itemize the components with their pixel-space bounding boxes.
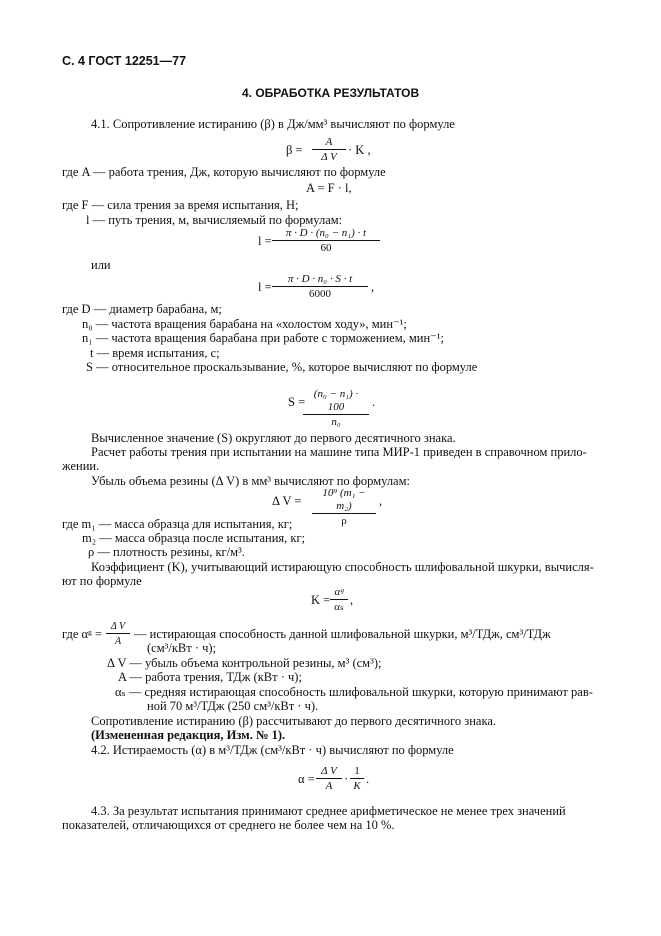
S-definition: S — относительное проскальзывание, %, которое вычисляют по формуле	[86, 360, 478, 374]
formula-S-den: n₀	[303, 414, 369, 429]
ag-fraction-num: Δ V	[110, 621, 126, 632]
formula-S-fraction	[303, 388, 369, 429]
page-header: С. 4 ГОСТ 12251—77	[62, 54, 187, 68]
where-F: где F — сила трения за время испытания, Н;	[62, 198, 299, 212]
formula-K-tail: ,	[350, 593, 354, 607]
formula-S-tail: .	[372, 395, 376, 409]
formula-alpha-lhs: α =	[298, 772, 315, 786]
formula-dV-fraction	[312, 487, 376, 528]
formula-alpha-dot: ·	[344, 772, 349, 786]
formula-K-lhs: K =	[311, 593, 331, 607]
as-definition-line1: αₛ — средняя истирающая способность шлифовальной шкурки, которую принимают рав-	[115, 685, 593, 699]
para-calc-line2: жении.	[62, 459, 100, 473]
para-resistance-rounding: Сопротивление истиранию (β) рассчитывают до первого десятичного знака.	[91, 714, 497, 728]
para-edit-note: (Измененная редакция, Изм. № 1).	[91, 728, 286, 742]
formula-K-num: αᵍ	[334, 586, 344, 598]
or-text: или	[91, 258, 111, 272]
rho-definition: ρ — плотность резины, кг/м³.	[88, 545, 245, 559]
formula-beta-num: A	[325, 136, 333, 148]
formula-dV-lhs: Δ V =	[272, 494, 302, 508]
formula-alpha-num2: 1	[354, 765, 360, 777]
formula-beta-lhs: β =	[286, 143, 303, 157]
formula-dV-den: ρ	[312, 513, 376, 528]
formula-l1-lhs: l =	[258, 234, 272, 248]
where-A: где A — работа трения, Дж, которую вычисляют по формуле	[62, 165, 386, 179]
formula-l2-den: 6000	[272, 286, 368, 301]
formula-dV-tail: ,	[379, 494, 383, 508]
dV-definition: Δ V — убыль объема контрольной резины, м³ (см³);	[107, 656, 382, 670]
formula-S-lhs: S =	[288, 395, 306, 409]
ag-where: где αᵍ =	[62, 627, 103, 641]
as-definition-line2: ной 70 м³/ТДж (250 см³/кВт · ч).	[147, 699, 319, 713]
formula-alpha-tail: .	[366, 772, 370, 786]
section-title: 4. ОБРАБОТКА РЕЗУЛЬТАТОВ	[242, 86, 420, 100]
formula-l2-tail: ,	[371, 280, 375, 294]
para-coef-line2: ют по формуле	[62, 574, 142, 588]
para-4-3-line1: 4.3. За результат испытания принимают среднее арифметическое не менее трех значений	[91, 804, 566, 818]
para-volume-loss: Убыль объема резины (Δ V) в мм³ вычисляют по формулам:	[91, 474, 410, 488]
m2-definition: m₂ — масса образца после испытания, кг;	[82, 531, 306, 545]
formula-K-den: αₛ	[330, 599, 348, 614]
t-definition: t — время испытания, с;	[90, 346, 220, 360]
n0-definition: n₀ — частота вращения барабана на «холостом ходу», мин⁻¹;	[82, 317, 407, 331]
para-calc-line1: Расчет работы трения при испытании на машине типа МИР-1 приведен в справочном прило-	[91, 445, 587, 459]
where-D: где D — диаметр барабана, м;	[62, 302, 222, 316]
para-4-3-line2: показателей, отличающихся от среднего не более чем на 10 %.	[62, 818, 395, 832]
formula-beta-tail: · K ,	[348, 143, 371, 157]
formula-alpha-den1: A	[316, 778, 342, 793]
ag-fraction-den: A	[106, 633, 130, 648]
formula-l2-fraction	[272, 273, 368, 301]
formula-dV-num: 10⁹ (m₁ − m₂)	[322, 487, 366, 512]
formula-alpha-num1: Δ V	[321, 765, 337, 777]
formula-beta-den: Δ V	[312, 149, 346, 164]
formula-l1-num: π · D · (n₀ − n₁) · t	[285, 227, 367, 239]
formula-alpha-fraction2	[350, 765, 364, 793]
formula-l1-den: 60	[272, 240, 380, 255]
formula-alpha-fraction1	[316, 765, 342, 793]
where-m1: где m₁ — масса образца для испытания, кг;	[62, 517, 293, 531]
ag-fraction	[106, 620, 130, 648]
ag-description-line2: (см³/кВт · ч);	[147, 641, 217, 655]
formula-l2-num: π · D · n₀ · S · t	[287, 273, 353, 285]
para-round: Вычисленное значение (S) округляют до первого десятичного знака.	[91, 431, 456, 445]
ag-description-line1: — истирающая способность данной шлифовальной шкурки, м³/ТДж, см³/ТДж	[134, 627, 551, 641]
para-coef-line1: Коэффициент (K), учитывающий истирающую способность шлифовальной шкурки, вычисля-	[91, 560, 594, 574]
formula-l1-fraction	[272, 227, 380, 255]
l-definition: l — путь трения, м, вычисляемый по формулам:	[86, 213, 343, 227]
para-4-2: 4.2. Истираемость (α) в м³/ТДж (см³/кВт · ч) вычисляют по формуле	[91, 743, 454, 757]
para-4-1: 4.1. Сопротивление истиранию (β) в Дж/мм³ вычисляют по формуле	[91, 117, 455, 131]
A-definition: A — работа трения, ТДж (кВт · ч);	[118, 670, 302, 684]
n1-definition: n₁ — частота вращения барабана при работе с торможением, мин⁻¹;	[82, 331, 444, 345]
formula-alpha-den2: K	[350, 778, 364, 793]
formula-l2-lhs: l =	[258, 280, 272, 294]
formula-A: A = F · l,	[306, 181, 352, 195]
formula-beta-fraction	[312, 136, 346, 164]
formula-S-num: (n₀ − n₁) · 100	[313, 388, 359, 413]
formula-K-fraction	[330, 586, 348, 614]
